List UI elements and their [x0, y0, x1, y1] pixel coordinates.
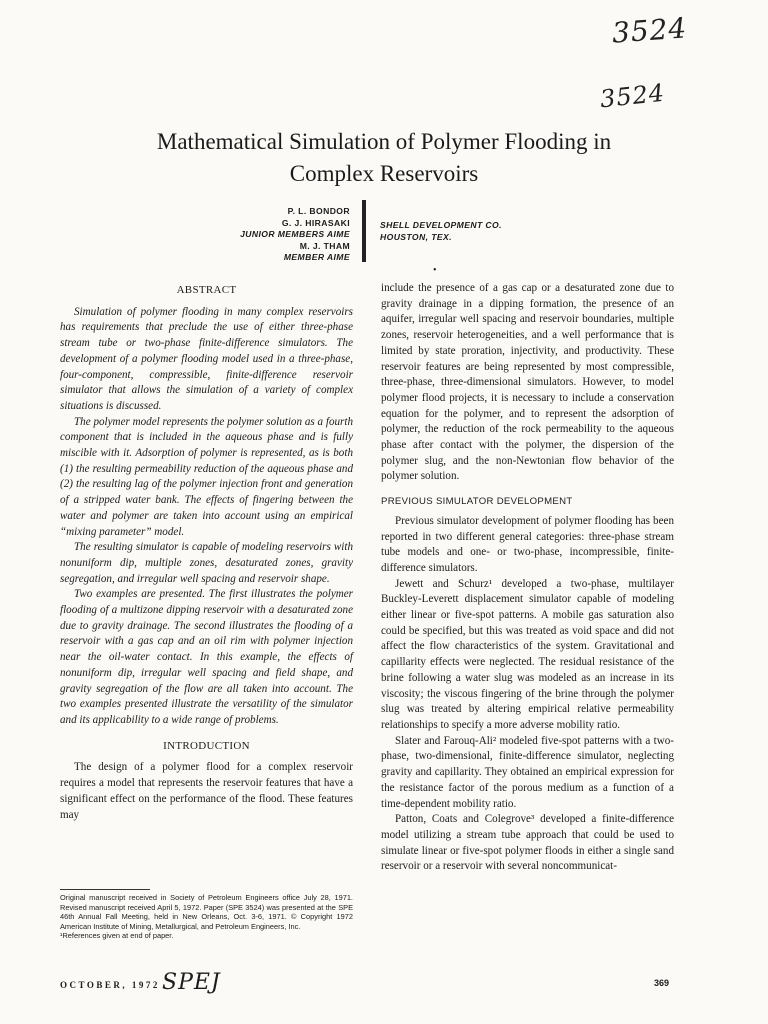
author-block [50, 206, 350, 264]
title-line-2: Complex Reservoirs [289, 161, 479, 186]
author-name: P. L. BONDOR [287, 206, 350, 216]
title-line-1: Mathematical Simulation of Polymer Flooding in [156, 129, 612, 154]
abstract-heading: ABSTRACT [176, 284, 237, 296]
author-role: MEMBER AIME [283, 252, 350, 262]
introduction-heading: INTRODUCTION [163, 739, 250, 752]
affiliation-block [380, 220, 640, 243]
handwritten-number-top: 3524 [610, 11, 689, 50]
footnote-manuscript: Original manuscript received in Society of Petroleum Engineers office July 28, 1971. Revised manuscript received April 5, 1972. Paper (SPE 3524) was presented at the SPE 46th Annual Fall Meeting, held in New Orleans, Oct. 3-6, 1971. © Copyright 1972 American Institute of Mining, Metallurgical, and Petroleum Engineers, Inc. [60, 893, 353, 931]
abstract-paragraph: Simulation of polymer flooding in many complex reservoirs has requirements that preclude the use of either three-phase stream tube or two-phase finite-difference simulators. The development of a polymer flooding model used in a three-phase, four-component, compressible, finite-difference reservoir simulator that allows the simulation of a variety of complex situations is discussed. [60, 305, 353, 412]
author-divider [362, 200, 366, 262]
body-paragraph: Slater and Farouq-Ali² modeled five-spot patterns with a two-phase, two-dimensional, finite-difference simulator, neglecting gravity and capillarity. They obtained an empirical expression for the resistance factor of the porous medium as a function of a time-dependent mobility ratio. [381, 734, 674, 810]
right-column [381, 281, 674, 875]
affiliation-line: SHELL DEVELOPMENT CO. [380, 220, 502, 230]
journal-date: OCTOBER, 1972 [60, 980, 160, 990]
journal-mark: SPEJ [162, 970, 221, 995]
body-paragraph: Previous simulator development of polymer flooding has been reported in two different general categories: three-phase stream tube models and one- or two-phase, incompressible, finite-difference simulators. [381, 514, 674, 574]
affiliation-line: HOUSTON, TEX. [380, 231, 452, 242]
abstract-paragraph: The resulting simulator is capable of modeling reservoirs with nonuniform dip, multiple zones, desaturated zones, gravity segregation, and irregular well spacing and reservoir shape. [60, 541, 353, 585]
print-speck: • [433, 265, 437, 276]
body-paragraph: Jewett and Schurz¹ developed a two-phase, multilayer Buckley-Leverett displacement simulator capable of modeling either linear or five-spot patterns. A mobile gas saturation also could be specified, but this was treated as void space and did not affect the flow characteristics of the system. Gravitational and capillarity effects were neglected. The residual resistance of the brine following a water slug was modeled as an increase in its viscosity; the viscous fingering of the brine through the polymer slug was treated by altering empirical relative permeability relationships to specify a more adverse mobility ratio. [381, 577, 674, 731]
author-name: G. J. HIRASAKI [281, 217, 350, 228]
footnotes [60, 893, 353, 941]
abstract-paragraph: The polymer model represents the polymer solution as a fourth component that is included in the aqueous phase and is fully miscible with it. Adsorption of polymer is represented, as is both (1) the resulting permeability reduction of the aqueous phase and (2) the resulting lag of the polymer injection front and generation of a stripped water bank. The effects of fingering between the water and polymer are taken into account using an empirical “mixing parameter” model. [60, 415, 353, 538]
footnote-rule [60, 889, 150, 890]
left-column [60, 283, 353, 823]
body-paragraph: include the presence of a gas cap or a desaturated zone due to gravity drainage in a dipping formation, the presence of an aquifer, irregular well spacing and reservoir boundaries, multiple zones, reservoir heterogeneities, and a well performance that is limited by state proration, injectivity, and productivity. These reservoir features are being represented by most compressible, three-phase, three-dimensional simulators. However, to model polymer flood projects, it is necessary to include a conservation equation for the polymer, and to represent the adsorption of polymer, the reduction of the rock permeability to the aqueous phase after contact with the polymer, the dispersion of the polymer slug, and the non-Newtonian flow behavior of the polymer solution. [381, 282, 674, 483]
body-paragraph: Patton, Coats and Colegrove³ developed a finite-difference model utilizing a stream tube approach that could be used to simulate linear or five-spot polymer floods in either a single sand reservoir or a reservoir with several noncommunicat- [381, 813, 674, 873]
introduction-paragraph: The design of a polymer flood for a complex reservoir requires a model that represents the reservoir features that have a significant effect on the performance of the flood. These features may [60, 761, 353, 821]
section-heading: PREVIOUS SIMULATOR DEVELOPMENT [381, 496, 573, 508]
author-role: JUNIOR MEMBERS AIME [240, 229, 350, 239]
handwritten-number-second: 3524 [598, 78, 667, 114]
footnote-references: ¹References given at end of paper. [60, 931, 174, 941]
paper-title [40, 126, 728, 190]
author-name: M. J. THAM [299, 240, 350, 251]
page-number: 369 [654, 978, 670, 988]
abstract-paragraph: Two examples are presented. The first illustrates the polymer flooding of a multizone dipping reservoir with a desaturated zone due to gravity drainage. The second illustrates the flooding of a reservoir with a gas cap and an oil rim with polymer injection near the oil-water contact. In this example, the effects of nonuniform dip, irregular well spacing and field shape, and gravity segregation of the flow are all taken into account. The two examples presented illustrate the versatility of the simulator and its applicability to a wide range of problems. [60, 588, 353, 726]
